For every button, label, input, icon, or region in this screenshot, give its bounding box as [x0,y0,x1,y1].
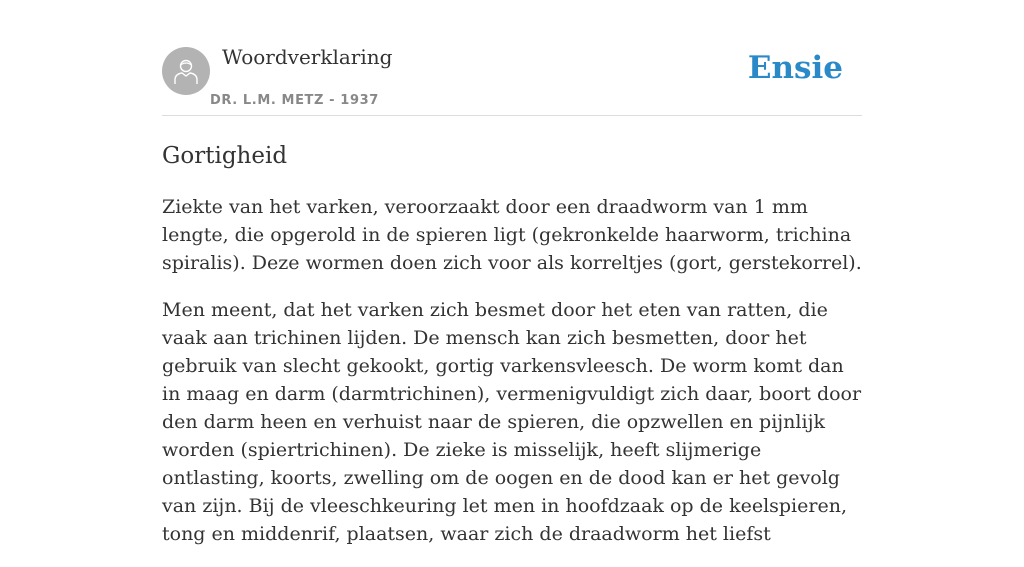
source-title[interactable]: Woordverklaring [222,45,393,69]
entry-paragraph-2: Men meent, dat het varken zich besmet door het eten van ratten, die vaak aan trichinen lijden. De mensch kan zich besmetten, door het gebruik van slecht gekookt, gortig varkensvleesch. De worm komt dan in maag en darm (darmtrichinen), vermenigvuldigt zich daar, boort door den darm heen en verhuist naar de spieren, die opzwellen en pijnlijk worden (spiertrichinen). De zieke is misselijk, heeft slijmerige ontlasting, koorts, zwelling om de oogen en de dood kan er het gevolg van zijn. Bij de vleeschkeuring let men in hoofdzaak op de keelspieren, tong en middenrif, plaatsen, waar zich de draadworm het liefst [162,299,862,545]
meta-separator: - [324,93,341,108]
content-column [162,0,862,567]
entry-header [162,0,862,116]
author-name[interactable]: DR. L.M. METZ [210,93,325,108]
author-avatar[interactable] [162,47,210,95]
publication-year: 1937 [340,93,379,108]
source-meta [210,93,379,108]
entry-body [162,193,862,548]
user-avatar-icon [171,56,201,86]
entry-title: Gortigheid [162,143,288,169]
entry-paragraph-1: Ziekte van het varken, veroorzaakt door een draadworm van 1 mm lengte, die opgerold in de spieren ligt (gekronkelde haarworm, trichina spiralis). Deze wormen doen zich voor als korreltjes (gort, gerstekorrel). [162,196,862,274]
brand-logo[interactable]: Ensie [747,50,843,86]
